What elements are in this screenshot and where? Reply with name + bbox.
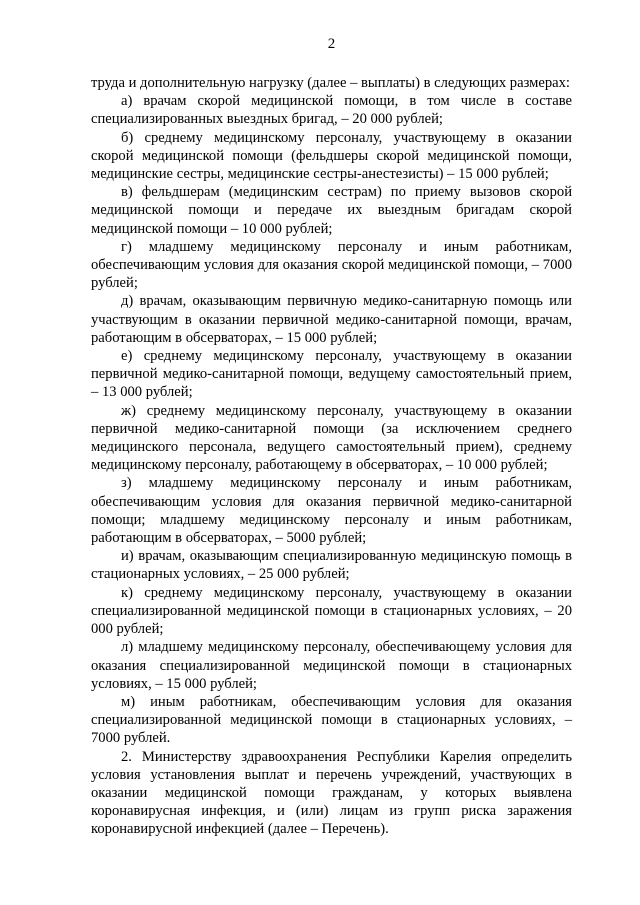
paragraph-item-k: к) среднему медицинскому персоналу, участвующему в оказании специализированной медицинской помощи в стационарных условиях, – 20 000 рублей; [91, 584, 572, 638]
paragraph-item-z: з) младшему медицинскому персоналу и иным работникам, обеспечивающим условия для оказания первичной медико-санитарной помощи; младшему медицинскому персоналу и иным работникам, работающим в обсерваторах, – 5000 рублей; [91, 475, 572, 547]
paragraph-item-m: м) иным работникам, обеспечивающим условия для оказания специализированной медицинской помощи в стационарных условиях, – 7000 рублей. [91, 693, 572, 747]
paragraph-item-e: е) среднему медицинскому персоналу, участвующему в оказании первичной медико-санитарной помощи, ведущему самостоятельный прием, – 13 000 рублей; [91, 348, 572, 401]
document-body [91, 74, 572, 839]
paragraph-section-2: 2. Министерству здравоохранения Республики Карелия определить условия установления выплат и перечень учреждений, участвующих в оказании медицинской помощи гражданам, у которых выявлена коронавирусная инфекция, и (или) лицам из групп риска заражения коронавирусной инфекцией (далее – Перечень). [91, 748, 572, 838]
paragraph-item-g: г) младшему медицинскому персоналу и иным работникам, обеспечивающим условия для оказания скорой медицинской помощи, – 7000 рублей; [91, 238, 572, 292]
paragraph-item-b: б) среднему медицинскому персоналу, участвующему в оказании скорой медицинской помощи (фельдшеры скорой медицинской помощи, медицинские сестры, медицинские сестры-анестезисты) – 15 000 рублей; [91, 129, 572, 183]
page-number: 2 [327, 36, 336, 52]
paragraph-item-d: д) врачам, оказывающим первичную медико-санитарную помощь или участвующим в оказании первичной медико-санитарной помощи, врачам, работающим в обсерваторах, – 15 000 рублей; [91, 293, 572, 346]
paragraph-continuation: труда и дополнительную нагрузку (далее – выплаты) в следующих размерах: [91, 75, 570, 91]
paragraph-item-zh: ж) среднему медицинскому персоналу, участвующему в оказании первичной медико-санитарной помощи (за исключением среднего медицинского персонала, ведущего самостоятельный прием), среднему медицинскому персоналу, работающему в обсерваторах, – 10 000 рублей; [91, 402, 572, 474]
paragraph-item-l: л) младшему медицинскому персоналу, обеспечивающему условия для оказания специализированной медицинской помощи в стационарных условиях, – 15 000 рублей; [91, 639, 572, 692]
paragraph-item-v: в) фельдшерам (медицинским сестрам) по приему вызовов скорой медицинской помощи и передаче их выездным бригадам скорой медицинской помощи – 10 000 рублей; [91, 184, 572, 237]
paragraph-item-i: и) врачам, оказывающим специализированную медицинскую помощь в стационарных условиях, – 25 000 рублей; [91, 548, 572, 583]
paragraph-item-a: а) врачам скорой медицинской помощи, в том числе в составе специализированных выездных бригад, – 20 000 рублей; [91, 93, 572, 128]
